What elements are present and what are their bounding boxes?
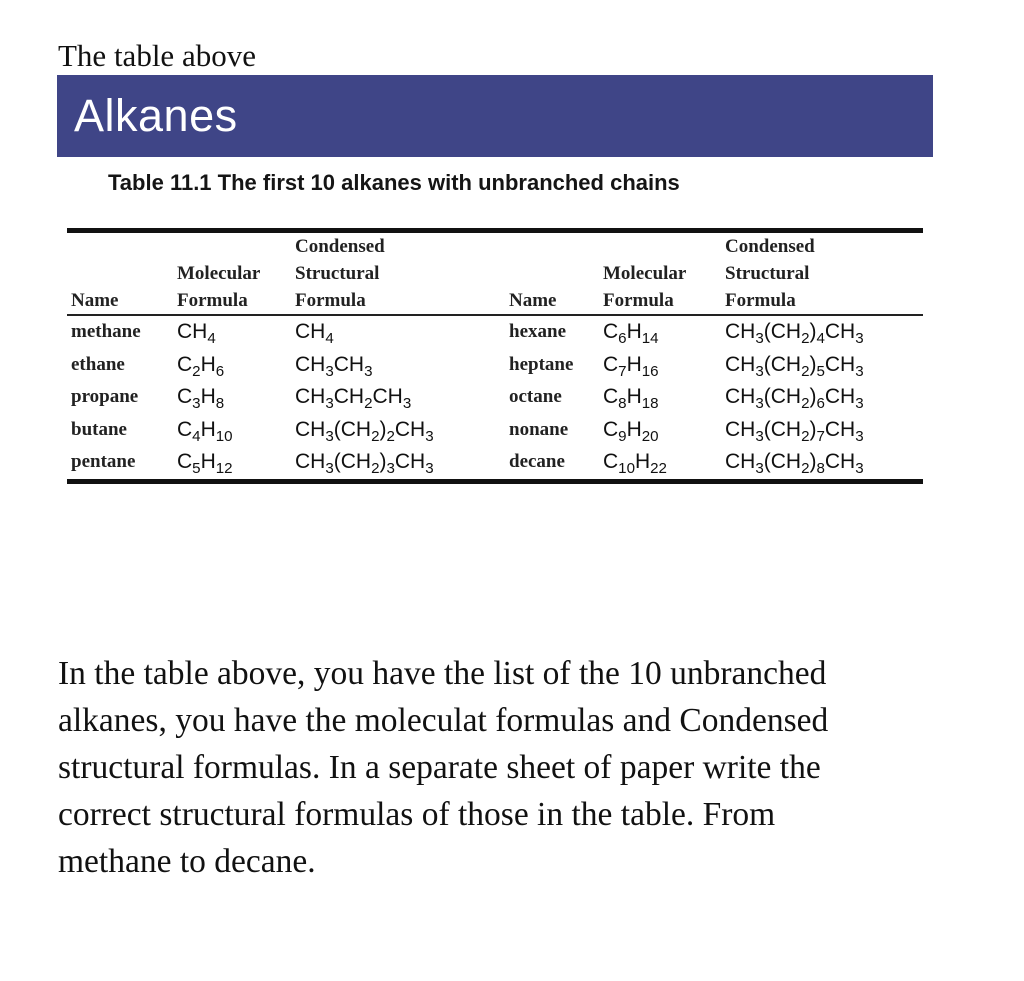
header-name-right: Name: [509, 290, 557, 311]
condensed-formula: $CH_4$: [295, 320, 334, 348]
alkane-name: heptane: [509, 353, 574, 375]
header-condensed-left: [291, 233, 505, 314]
table-row: [67, 446, 923, 479]
molecular-formula: $C_{10}H_{22}$: [603, 450, 667, 478]
alkane-name: ethane: [71, 353, 125, 375]
alkane-name: methane: [71, 321, 141, 342]
paragraph-line: alkanes, you have the moleculat formulas and Condensed: [58, 702, 829, 739]
table-row: [67, 349, 923, 382]
condensed-formula: $CH_3(CH_2)_3CH_3$: [295, 450, 434, 478]
header-line: Molecular: [177, 263, 261, 284]
section-banner: [57, 75, 933, 157]
molecular-formula: $CH_4$: [177, 320, 216, 348]
banner-title: Alkanes: [74, 90, 238, 141]
molecular-formula: $C_6H_{14}$: [603, 320, 659, 348]
paragraph-line: correct structural formulas of those in the table. From: [58, 796, 776, 833]
paragraph-line: methane to decane.: [58, 843, 316, 880]
condensed-formula: $CH_3CH_2CH_3$: [295, 385, 412, 413]
molecular-formula: $C_7H_{16}$: [603, 352, 659, 380]
alkane-name: hexane: [509, 321, 566, 342]
condensed-formula: $CH_3(CH_2)_5CH_3$: [725, 352, 864, 380]
alkane-name: decane: [509, 451, 565, 472]
header-line: Formula: [295, 290, 366, 311]
alkane-name: pentane: [71, 451, 136, 472]
table-row: [67, 316, 923, 349]
header-line: Formula: [603, 290, 674, 311]
paragraph-line: In the table above, you have the list of the 10 unbranched: [58, 655, 827, 692]
condensed-formula: $CH_3(CH_2)_2CH_3$: [295, 417, 434, 445]
alkane-name: propane: [71, 386, 139, 407]
header-line: Condensed: [295, 236, 385, 257]
header-line: Formula: [177, 290, 248, 311]
header-line: Structural: [295, 263, 380, 284]
condensed-formula: $CH_3(CH_2)_8CH_3$: [725, 450, 864, 478]
header-line: Molecular: [603, 263, 687, 284]
table-header-row: [67, 233, 923, 314]
instructions-paragraph: [58, 650, 958, 885]
header-condensed-right: [721, 233, 923, 314]
condensed-formula: $CH_3(CH_2)_4CH_3$: [725, 320, 864, 348]
header-line: Condensed: [725, 236, 815, 257]
header-line: Formula: [725, 290, 796, 311]
condensed-formula: $CH_3(CH_2)_6CH_3$: [725, 385, 864, 413]
header-line: Structural: [725, 263, 810, 284]
paragraph-line: structural formulas. In a separate sheet of paper write the: [58, 749, 821, 786]
molecular-formula: $C_9H_{20}$: [603, 417, 659, 445]
header-molecular-right: [599, 233, 721, 314]
header-molecular-left: [173, 233, 291, 314]
molecular-formula: $C_2H_6$: [177, 352, 225, 380]
alkane-name: butane: [71, 418, 127, 440]
molecular-formula: $C_8H_{18}$: [603, 385, 659, 413]
table-caption: Table 11.1 The first 10 alkanes with unbranched chains: [108, 170, 680, 195]
alkanes-table: [67, 228, 923, 484]
alkane-name: nonane: [509, 418, 569, 440]
table-row: [67, 381, 923, 414]
alkanes-table-grid: [67, 233, 923, 479]
header-name-left: Name: [71, 290, 119, 311]
condensed-formula: $CH_3(CH_2)_7CH_3$: [725, 417, 864, 445]
intro-text: The table above: [58, 38, 256, 73]
table-row: [67, 414, 923, 447]
molecular-formula: $C_4H_{10}$: [177, 417, 233, 445]
table-bottom-rule: [67, 479, 923, 484]
alkane-name: octane: [509, 386, 562, 407]
molecular-formula: $C_5H_{12}$: [177, 450, 233, 478]
condensed-formula: $CH_3CH_3$: [295, 352, 373, 380]
molecular-formula: $C_3H_8$: [177, 385, 225, 413]
